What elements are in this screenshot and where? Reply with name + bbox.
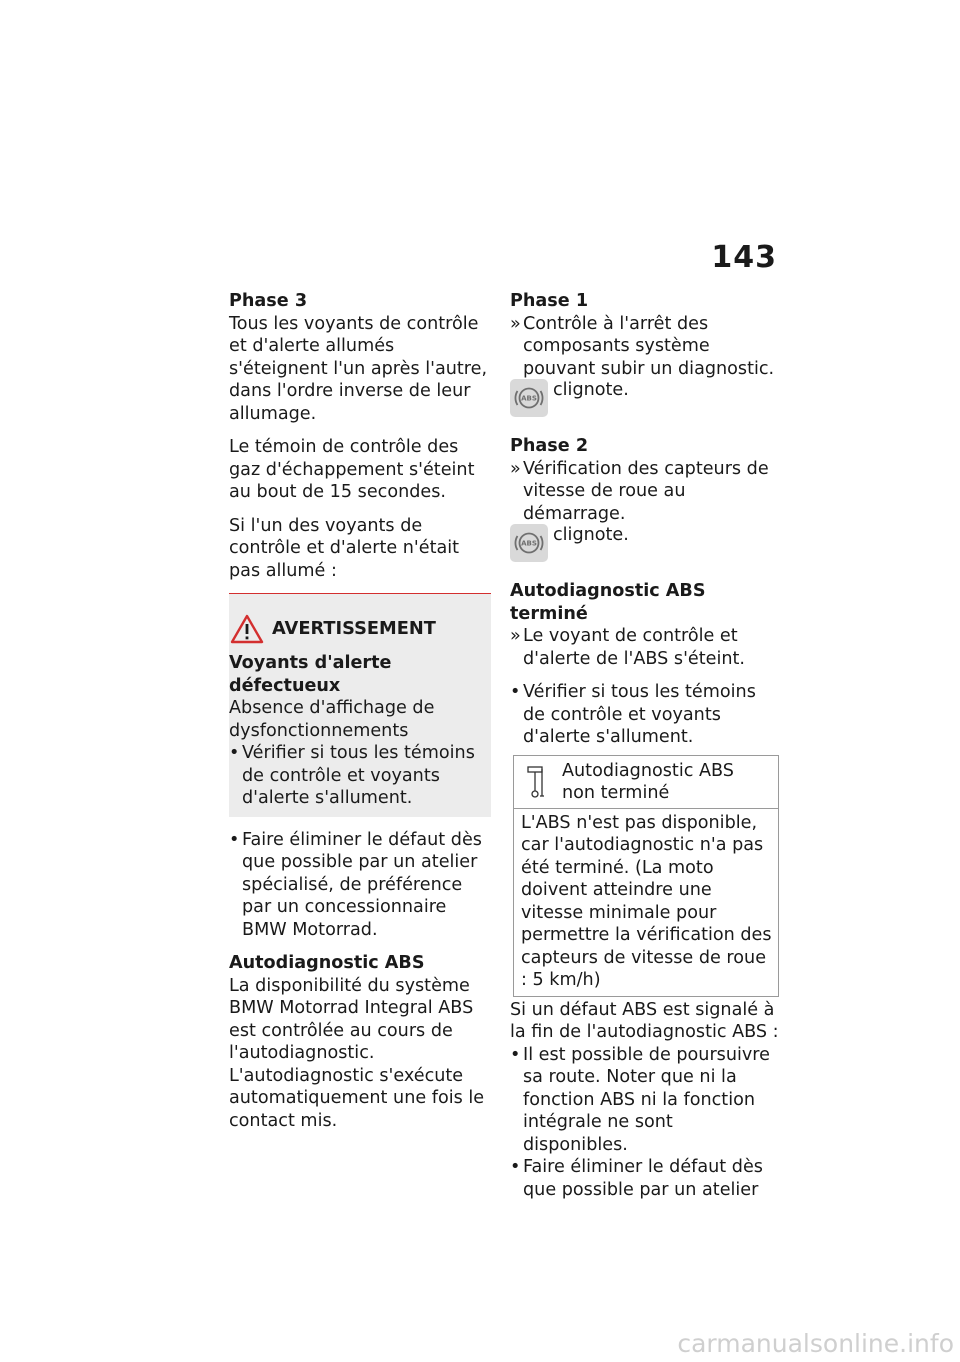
info-box-text: L'ABS n'est pas disponible, car l'autodiagnostic n'a pas été terminé. (La moto doivent atteindre une vitesse minimale pour permettre la vérification des capteurs de vitesse de roue : 5 km/h) xyxy=(521,812,772,990)
route-bullet: • Il est possible de poursuivre sa route. Noter que ni la fonction ABS ni la fonction intégrale ne sont disponibles. xyxy=(510,1044,780,1157)
phase3-text: Tous les voyants de contrôle et d'alerte allumés s'éteignent l'un après l'autre, dans l'ordre inverse de leur allumage. xyxy=(229,313,488,424)
info-box xyxy=(513,755,779,997)
info-book-icon xyxy=(526,765,546,799)
phase2-abs-indicator xyxy=(510,524,780,562)
info-box-header xyxy=(514,756,778,809)
svg-text:ABS: ABS xyxy=(521,539,537,548)
warning-subtitle: Voyants d'alerte défectueux xyxy=(229,653,392,696)
abs-warning-icon xyxy=(510,524,548,562)
repair-bullet: • Faire éliminer le défaut dès que possible par un atelier spécialisé, de préférence par un concessionnaire BMW Motorrad. xyxy=(229,829,491,942)
svg-text:ABS: ABS xyxy=(521,394,537,403)
done-item: » Le voyant de contrôle et d'alerte de l'ABS s'éteint. xyxy=(510,625,780,670)
if-text: Si l'un des voyants de contrôle et d'alerte n'était pas allumé : xyxy=(229,515,460,581)
fault-text: Si un défaut ABS est signalé à la fin de l'autodiagnostic ABS : xyxy=(510,999,779,1042)
abs-text: La disponibilité du système BMW Motorrad Integral ABS est contrôlée au cours de l'autodiagnostic. L'autodiagnostic s'exécute automatiquement une fois le contact mis. xyxy=(229,975,485,1131)
left-column xyxy=(229,290,491,1143)
repair-bullet-2: • Faire éliminer le défaut dès que possible par un atelier xyxy=(510,1156,780,1201)
warning-bullet: • Vérifier si tous les témoins de contrôle et voyants d'alerte s'allument. xyxy=(229,742,487,810)
gas-text: Le témoin de contrôle des gaz d'échappement s'éteint au bout de 15 secondes. xyxy=(229,437,475,502)
warning-text: Absence d'affichage de dysfonctionnements xyxy=(229,698,435,741)
abs-heading: Autodiagnostic ABS xyxy=(229,953,425,973)
phase1-heading: Phase 1 xyxy=(510,291,589,311)
check-bullet: • Vérifier si tous les témoins de contrôle et voyants d'alerte s'allument. xyxy=(510,681,780,749)
warning-triangle-icon xyxy=(230,614,264,644)
phase2-heading: Phase 2 xyxy=(510,436,589,456)
phase2-blink-text: clignote. xyxy=(553,525,629,545)
abs-block xyxy=(229,952,491,1132)
warning-title: AVERTISSEMENT xyxy=(272,617,436,639)
phase2-item: » Vérification des capteurs de vitesse de roue au démarrage. xyxy=(510,458,780,526)
watermark-text: carmanualsonline.info xyxy=(677,1329,954,1358)
phase3-block xyxy=(229,290,491,425)
right-column xyxy=(510,290,780,1201)
warning-box xyxy=(229,593,491,817)
info-box-title: Autodiagnostic ABS non terminé xyxy=(562,760,734,803)
abs-warning-icon xyxy=(510,379,548,417)
done-heading: Autodiagnostic ABS terminé xyxy=(510,581,706,624)
phase3-heading: Phase 3 xyxy=(229,291,308,311)
phase1-abs-indicator xyxy=(510,379,780,417)
phase1-blink-text: clignote. xyxy=(553,380,629,400)
warning-header xyxy=(229,614,487,644)
phase1-item: » Contrôle à l'arrêt des composants système pouvant subir un diagnostic. xyxy=(510,313,780,381)
page-number: 143 xyxy=(711,240,777,275)
